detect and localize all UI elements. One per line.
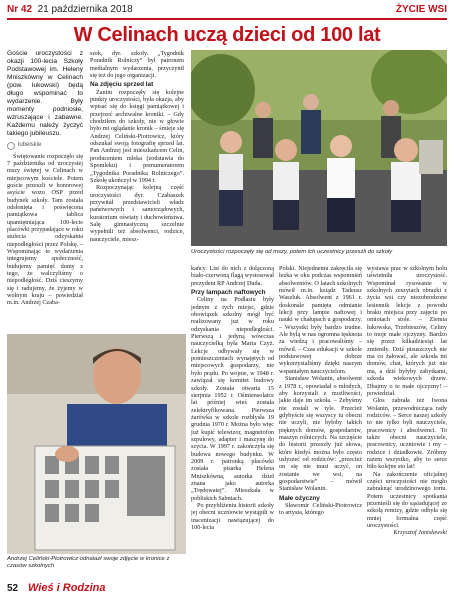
ceremony-photo-illustration [191,50,447,246]
column-5 [367,265,447,582]
paragraph: Polski. Niejednemu zakręciła się łezka w oku podczas wspomnień absolwentów. O latach szkolnych mówił m.in. ksiądz Tadeusz Waszluk. Absolwent z 1961 r. doskonale pamięta odmianie lekcji przy lampie naftowej i nauki w chałupach u gospodarzy. – Wszystki były bardzo trudne. Ale byłą w nas ogromna tęsknota za wiedzą i pracowaliśmy – mówił. – Czas edukacji w szkole podstawowej dobrze wykorzystaliśmy dzięki naszym wspaniałym nauczycielom. [279,265,362,375]
section-label: ŻYCIE WSI [395,4,447,15]
magazine-name: Wieś i Rodzina [28,582,106,594]
subheading: Małe ożyczny [279,494,320,502]
article-lead: Goście uroczystości z okazji 100-lecia Szkoły Podstawowej im. Heleny Mniszkówny w Celinach (pow. łukowski) będą długo wspominać to wydarzenie. Były momenty podniosłe, wzruszające i zabawne. Każdemu należy życzyć takiego jubileuszu. [7,50,83,138]
region-tag-label: lubelskie [18,141,42,148]
ceremony-photo [191,50,447,246]
paragraph: Głos zabrała też Iwona Wolanin, przewodnicząca rady rodziców. – Serce naszej szkoły to nie tylko byli nauczyciele, pracownicy i absolwenci. To także obecni nauczyciele, pracownicy, uczniowie i my – rodzice i dziadkowie. Zróbmy razem wszystko, aby to serce biło kolejne sto lat! [367,397,447,471]
paragraph: Celiny na Podlasiu były jednym z tych miejsc, gdzie obowiązek szkolny mógł być realizowany już w roku odzyskania niepodległości. Pierwszą i jedyną wówczas nauczycielką była Maria Czyż. Lekcje odbywały się w pomieszczeniach wynajętych od miejscowych gospodarzy, nie było prądu. Po wojnie, w 1948 r. zawiązał się komitet budowy szkoły. Została otwarta 15 sierpnia 1952 r. Ośmiensolatce lat później wieś została zelektryfikowana. Pierwsza żarówka w szkole rozbłysła 19 grudnia 1970 r. Można było więc już kupić telewizor, magnetofon szpulowy, adapter i maszynę do szycia. W 1997 r. zakończyła się budowa nowego budynku. W 2009 r. patronką placówki została pisarka Helena Mniszkówna, autorka dzieł znana jako autorka „Trędowatej”. Mieszkała w pobliskich Sabniach. [191,296,274,502]
column-2 [90,50,184,324]
column-3 [191,265,274,582]
paragraph: Świętowanie rozpoczęło się 7 października od uroczystej mszy świętej w Celinach w miejscowym kościele. Potem goście przeszli w honorowej asyście wozu OSP przed budynek szkoły. Tam została odsłonięta i poświęcona pamiątkowa tablica upamiętniająca 100-lecie placówki przypadające w roku stulecia odzyskania niepodległości przez Polskę. – Wspominając te wydarzenia integrujemy społeczność, budujemy pamięć dumy z tego, że walczyliśmy o niepodległość. Dziś cieszymy się i radujemy, że żyjemy w wolnym kraju – powiedział m.in. Andrzej Czaba- [7,152,83,307]
paragraph: Rozpoczynając kolejną część uroczystości dyr. Czabaszek przywitał przedstawicieli władz państwowych i samorządowych, kuratorium oświaty i duchowieństwa. Salę gimnastyczną szczelnie wypełnili też absolwenci, rodzice, nauczyciele, miesz- [90,184,184,243]
page-number: 52 [7,583,19,594]
paragraph: szek, dyr. szkoły. „Tygodnik Poradnik Rolniczy” był patronem medialnym wydarzenia, przyczynił się też do jego organizacji. [90,50,184,80]
paragraph: kańcy. List do nich z dołączoną biało-czerwoną flagą wystosował prezydent RP Andrzej Duda. [191,265,274,287]
paragraph: Zanim rozpoczęły się kolejne punkty uroczystości, była okazja, aby wpisać się do księgi pamiątkowej i przejrzeć archiwalne kroniki. – Gdy chodziłem do szkoły, nie w głowie było mi oglądanie kronik – śmieje się Andrzej Celiński-Piotrowicz, który odszukał swoją fotografię sprzed lat. Pan Andrzej jest mieszkańcem Celin, producentem mleka (zodstawia do Spomleku) i prenumeratorem „Tygodnika Poradnika Rolniczego”. Szkołę ukończył w 1994 r. [90,88,184,184]
paragraph: Stanisław Wolanin, absolwent z 1978 r., opowiadał o młodych, aby korzystali z możliwości, jakie daje im szkoła. – Zebyśmy nie zostali w tyle. Przecież gdybyście się wszyscy tu obecni nie uczyli, nie byłoby takich pięknych domów, gospodarstw, maszyn rolniczych. Na szczęście do historii przeszły już słowa, które kiedyś można było często usłyszeć od rodziców: „przecież on się nie musi uczyć, on zostanie we wsi, na gospodarstwie” – mówił Stanisław Wolanin. [279,375,362,493]
issue-number: Nr 42 [7,4,33,15]
column-4 [279,265,362,582]
chronicle-photo-illustration [7,334,186,554]
paragraph: Na zakończenie oficjalnej części uroczystości nie mogło zabraknąć urodzinowego tortu. Potem uczestnicy spotkania przenieśli się do sąsiadującej ze szkołą remizy, gdzie odbyła się mniej formalna część uroczystości. [367,470,447,530]
paragraph: Po przybliżeniu historii szkoły jej obecni uczniowie wystąpili w inscenizacji nawiązującej do 100-lecia [191,502,274,532]
column-1 [7,50,83,372]
subheading: Na zdjęciu sprzed lat [90,81,154,89]
header-rule [7,18,447,20]
paragraph: Sławomir Celiński-Piotrowicz to artysta, którego [279,502,362,517]
chronicle-photo [7,334,186,554]
ceremony-photo-caption: Uroczystości rozpoczęły się od mszy, potem ich uczestnicy przeszli do szkoły [191,249,393,255]
paragraph: wystawa prac w szkolnym holu uświetniła uroczystość. Wspominał rysowanie w szkolnych zeszytach obrazki z życia wsi czy niezobrodzone lesiennik lekcje z powodu braku miejsca przy zajęciu po omiotach stole. – Ziemia łukowska, Trzebieszów, Celiny to moje małe ojczyzny. Bardzo się przez kilkadziesiąt lat zmieniły. Dziś pisuszczych nie ma co żałować, ale szkoda mi domów, chat, których już nie ma, a dziś byłyby zabytkami, szkoda wiekowych drzew. Dbajmy o te małe ojczyzny! – powiedział. [367,265,447,397]
chronicle-photo-caption: Andrzej Celiński-Piotrowicz odnalazł swoje zdjęcie w kronice z czasów szkolnych [7,556,170,569]
issue-info [7,4,133,15]
location-icon [7,142,15,150]
article-title: W Celinach uczą dzieci od 100 lat [73,24,381,46]
region-tag [7,142,83,150]
author-signature: Krzysztof Janisławski [393,529,447,537]
subheading: Przy lampach naftowych [191,289,266,297]
issue-date: 21 października 2018 [37,4,133,15]
